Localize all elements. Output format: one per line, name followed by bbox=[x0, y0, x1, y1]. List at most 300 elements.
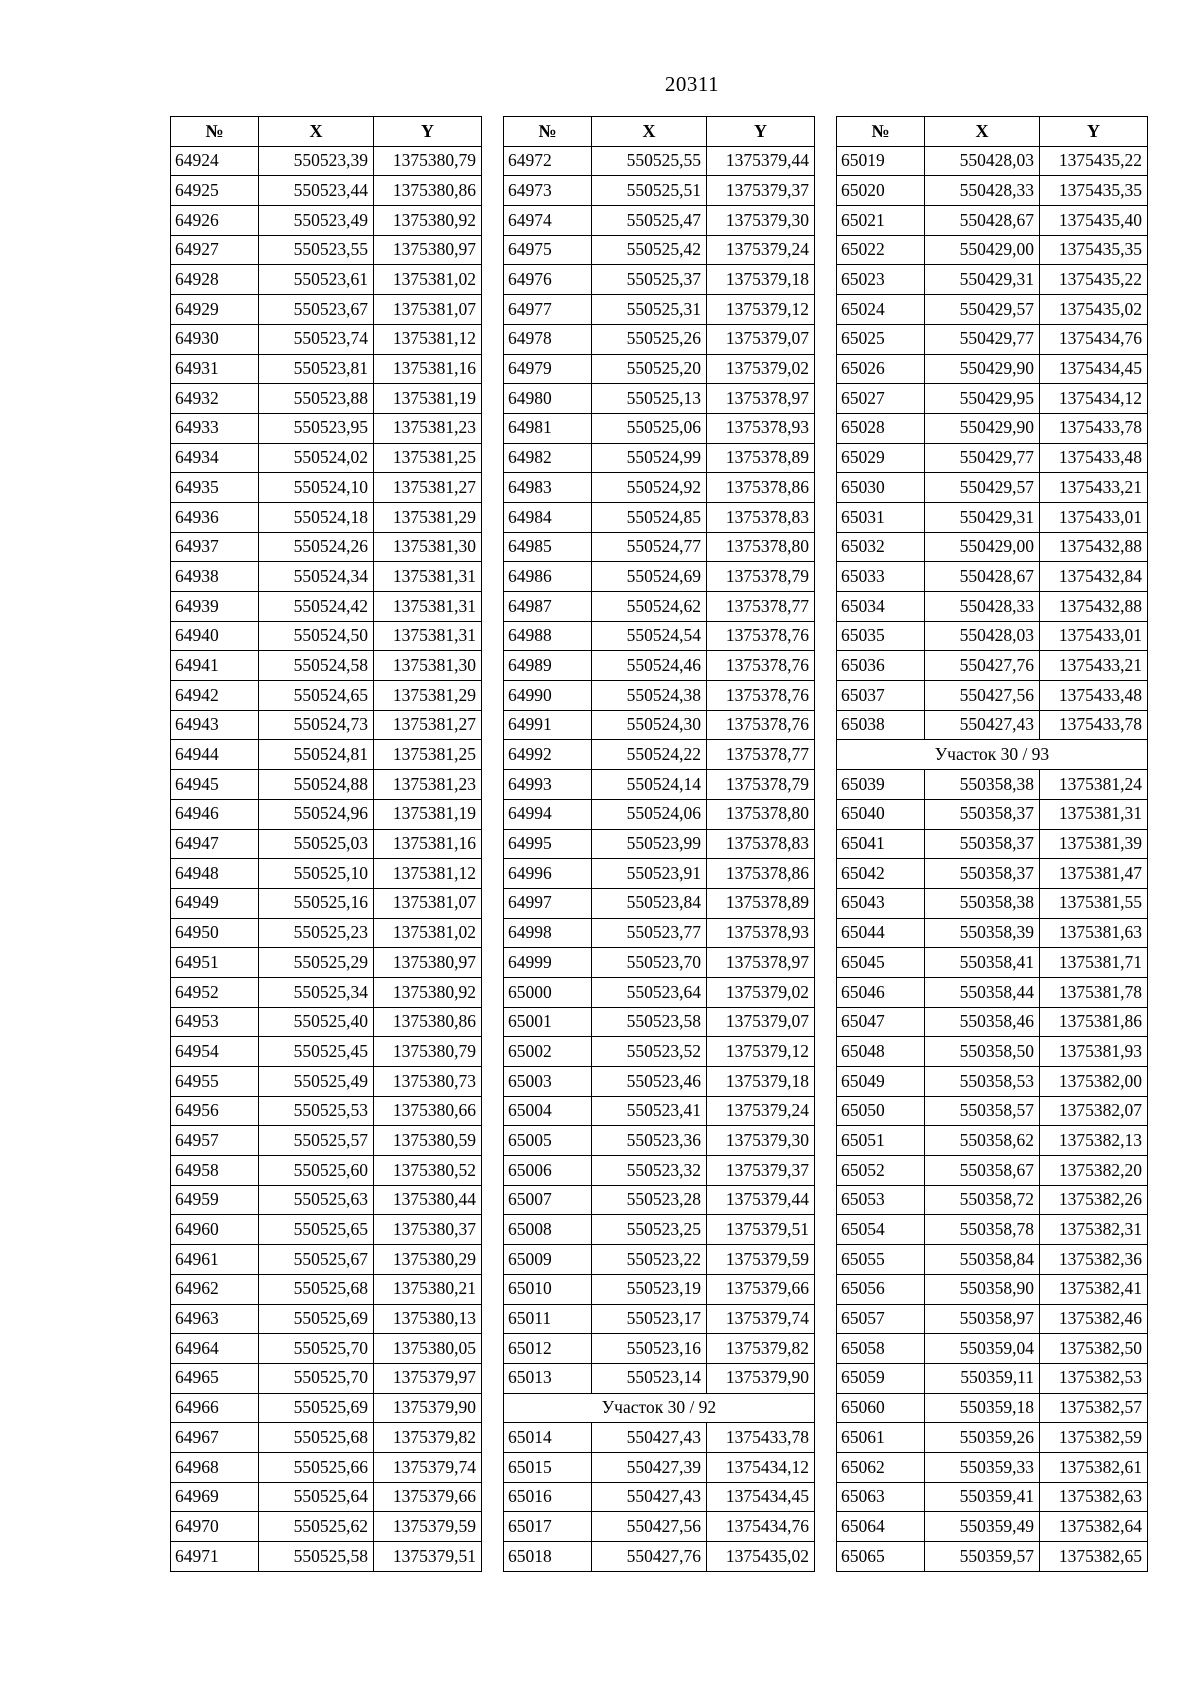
point-number-cell: 64925 bbox=[171, 176, 259, 206]
point-number-cell: 64980 bbox=[504, 384, 592, 414]
x-coordinate-cell: 550525,42 bbox=[592, 235, 707, 265]
table-row bbox=[504, 1007, 815, 1037]
table-row bbox=[171, 948, 482, 978]
x-coordinate-cell: 550524,73 bbox=[259, 710, 374, 740]
y-coordinate-cell: 1375379,44 bbox=[707, 146, 815, 176]
y-coordinate-cell: 1375379,30 bbox=[707, 1126, 815, 1156]
point-number-cell: 65037 bbox=[837, 681, 925, 711]
point-number-cell: 65065 bbox=[837, 1542, 925, 1572]
table-row bbox=[171, 206, 482, 236]
y-coordinate-cell: 1375381,23 bbox=[374, 770, 482, 800]
point-number-cell: 64931 bbox=[171, 354, 259, 384]
x-coordinate-cell: 550524,42 bbox=[259, 592, 374, 622]
point-number-cell: 64995 bbox=[504, 829, 592, 859]
y-coordinate-cell: 1375381,78 bbox=[1040, 977, 1148, 1007]
y-coordinate-cell: 1375379,59 bbox=[707, 1245, 815, 1275]
point-number-cell: 65022 bbox=[837, 235, 925, 265]
table-row bbox=[171, 1037, 482, 1067]
table-row bbox=[504, 502, 815, 532]
x-coordinate-cell: 550428,33 bbox=[925, 176, 1040, 206]
table-row bbox=[837, 1512, 1148, 1542]
x-coordinate-cell: 550524,34 bbox=[259, 562, 374, 592]
x-coordinate-cell: 550525,70 bbox=[259, 1363, 374, 1393]
x-coordinate-cell: 550524,85 bbox=[592, 502, 707, 532]
table-row bbox=[837, 948, 1148, 978]
point-number-cell: 65036 bbox=[837, 651, 925, 681]
table-row bbox=[171, 1096, 482, 1126]
table-row bbox=[171, 799, 482, 829]
y-coordinate-cell: 1375382,20 bbox=[1040, 1156, 1148, 1186]
point-number-cell: 64976 bbox=[504, 265, 592, 295]
point-number-cell: 65006 bbox=[504, 1156, 592, 1186]
x-coordinate-cell: 550524,26 bbox=[259, 532, 374, 562]
x-coordinate-cell: 550359,26 bbox=[925, 1423, 1040, 1453]
y-coordinate-cell: 1375434,76 bbox=[707, 1512, 815, 1542]
point-number-cell: 64993 bbox=[504, 770, 592, 800]
table-row bbox=[837, 532, 1148, 562]
point-number-cell: 65059 bbox=[837, 1363, 925, 1393]
coordinate-table-2 bbox=[503, 116, 815, 1572]
y-coordinate-cell: 1375381,27 bbox=[374, 473, 482, 503]
y-coordinate-cell: 1375434,76 bbox=[1040, 324, 1148, 354]
point-number-cell: 65063 bbox=[837, 1482, 925, 1512]
y-coordinate-cell: 1375381,31 bbox=[374, 562, 482, 592]
x-coordinate-cell: 550523,16 bbox=[592, 1334, 707, 1364]
y-coordinate-cell: 1375379,44 bbox=[707, 1185, 815, 1215]
y-coordinate-cell: 1375433,78 bbox=[1040, 413, 1148, 443]
y-coordinate-cell: 1375378,76 bbox=[707, 681, 815, 711]
x-coordinate-cell: 550525,45 bbox=[259, 1037, 374, 1067]
table-row bbox=[837, 1007, 1148, 1037]
table-row bbox=[171, 1215, 482, 1245]
y-coordinate-cell: 1375435,35 bbox=[1040, 235, 1148, 265]
x-coordinate-cell: 550523,36 bbox=[592, 1126, 707, 1156]
y-coordinate-cell: 1375379,59 bbox=[374, 1512, 482, 1542]
table-row bbox=[504, 829, 815, 859]
table-row bbox=[171, 1542, 482, 1572]
point-number-cell: 64952 bbox=[171, 977, 259, 1007]
x-coordinate-cell: 550525,20 bbox=[592, 354, 707, 384]
table-row bbox=[837, 710, 1148, 740]
table-row bbox=[171, 1423, 482, 1453]
x-coordinate-cell: 550523,25 bbox=[592, 1215, 707, 1245]
section-row bbox=[837, 740, 1148, 770]
table-row bbox=[837, 1334, 1148, 1364]
x-coordinate-cell: 550525,34 bbox=[259, 977, 374, 1007]
x-coordinate-cell: 550427,43 bbox=[925, 710, 1040, 740]
point-number-cell: 64934 bbox=[171, 443, 259, 473]
x-coordinate-cell: 550427,76 bbox=[925, 651, 1040, 681]
x-coordinate-cell: 550523,88 bbox=[259, 384, 374, 414]
x-coordinate-cell: 550525,49 bbox=[259, 1067, 374, 1097]
point-number-cell: 64988 bbox=[504, 621, 592, 651]
point-number-cell: 64975 bbox=[504, 235, 592, 265]
y-coordinate-cell: 1375381,25 bbox=[374, 443, 482, 473]
table-row bbox=[504, 592, 815, 622]
table-row bbox=[171, 1007, 482, 1037]
table-row bbox=[504, 888, 815, 918]
x-coordinate-cell: 550523,14 bbox=[592, 1363, 707, 1393]
x-coordinate-cell: 550427,56 bbox=[925, 681, 1040, 711]
header-x: X bbox=[925, 117, 1040, 147]
point-number-cell: 65000 bbox=[504, 977, 592, 1007]
x-coordinate-cell: 550427,43 bbox=[592, 1482, 707, 1512]
y-coordinate-cell: 1375380,92 bbox=[374, 977, 482, 1007]
table-row bbox=[837, 443, 1148, 473]
x-coordinate-cell: 550525,51 bbox=[592, 176, 707, 206]
y-coordinate-cell: 1375381,25 bbox=[374, 740, 482, 770]
x-coordinate-cell: 550525,65 bbox=[259, 1215, 374, 1245]
x-coordinate-cell: 550429,57 bbox=[925, 473, 1040, 503]
table-row bbox=[171, 1067, 482, 1097]
table-row bbox=[837, 1482, 1148, 1512]
header-number: № bbox=[504, 117, 592, 147]
y-coordinate-cell: 1375378,89 bbox=[707, 443, 815, 473]
table-row bbox=[171, 592, 482, 622]
table-row bbox=[837, 473, 1148, 503]
table-row bbox=[837, 1363, 1148, 1393]
x-coordinate-cell: 550429,77 bbox=[925, 443, 1040, 473]
point-number-cell: 65060 bbox=[837, 1393, 925, 1423]
point-number-cell: 65003 bbox=[504, 1067, 592, 1097]
table-row bbox=[504, 770, 815, 800]
point-number-cell: 64936 bbox=[171, 502, 259, 532]
y-coordinate-cell: 1375380,97 bbox=[374, 235, 482, 265]
point-number-cell: 65049 bbox=[837, 1067, 925, 1097]
table-row bbox=[504, 562, 815, 592]
y-coordinate-cell: 1375378,83 bbox=[707, 502, 815, 532]
y-coordinate-cell: 1375380,79 bbox=[374, 1037, 482, 1067]
y-coordinate-cell: 1375381,16 bbox=[374, 829, 482, 859]
x-coordinate-cell: 550359,41 bbox=[925, 1482, 1040, 1512]
point-number-cell: 65024 bbox=[837, 295, 925, 325]
x-coordinate-cell: 550427,39 bbox=[592, 1452, 707, 1482]
table-row bbox=[504, 384, 815, 414]
point-number-cell: 64941 bbox=[171, 651, 259, 681]
point-number-cell: 65035 bbox=[837, 621, 925, 651]
table-row bbox=[171, 1334, 482, 1364]
x-coordinate-cell: 550525,03 bbox=[259, 829, 374, 859]
x-coordinate-cell: 550429,00 bbox=[925, 532, 1040, 562]
table-row bbox=[171, 443, 482, 473]
table-row bbox=[504, 1304, 815, 1334]
x-coordinate-cell: 550523,91 bbox=[592, 859, 707, 889]
x-coordinate-cell: 550359,04 bbox=[925, 1334, 1040, 1364]
point-number-cell: 65010 bbox=[504, 1274, 592, 1304]
header-y: Y bbox=[707, 117, 815, 147]
point-number-cell: 64940 bbox=[171, 621, 259, 651]
point-number-cell: 65034 bbox=[837, 592, 925, 622]
point-number-cell: 64962 bbox=[171, 1274, 259, 1304]
x-coordinate-cell: 550523,32 bbox=[592, 1156, 707, 1186]
point-number-cell: 65061 bbox=[837, 1423, 925, 1453]
x-coordinate-cell: 550525,60 bbox=[259, 1156, 374, 1186]
y-coordinate-cell: 1375381,07 bbox=[374, 888, 482, 918]
y-coordinate-cell: 1375433,21 bbox=[1040, 473, 1148, 503]
x-coordinate-cell: 550358,90 bbox=[925, 1274, 1040, 1304]
point-number-cell: 64935 bbox=[171, 473, 259, 503]
x-coordinate-cell: 550429,31 bbox=[925, 265, 1040, 295]
y-coordinate-cell: 1375433,78 bbox=[1040, 710, 1148, 740]
point-number-cell: 64971 bbox=[171, 1542, 259, 1572]
point-number-cell: 64924 bbox=[171, 146, 259, 176]
point-number-cell: 65004 bbox=[504, 1096, 592, 1126]
x-coordinate-cell: 550358,67 bbox=[925, 1156, 1040, 1186]
x-coordinate-cell: 550525,69 bbox=[259, 1304, 374, 1334]
y-coordinate-cell: 1375382,63 bbox=[1040, 1482, 1148, 1512]
x-coordinate-cell: 550524,77 bbox=[592, 532, 707, 562]
table-row bbox=[837, 1245, 1148, 1275]
y-coordinate-cell: 1375432,88 bbox=[1040, 592, 1148, 622]
table-row bbox=[504, 1185, 815, 1215]
table-row bbox=[837, 621, 1148, 651]
x-coordinate-cell: 550524,14 bbox=[592, 770, 707, 800]
table-row bbox=[171, 1304, 482, 1334]
point-number-cell: 65023 bbox=[837, 265, 925, 295]
table-row bbox=[837, 1126, 1148, 1156]
point-number-cell: 64960 bbox=[171, 1215, 259, 1245]
table-row bbox=[171, 918, 482, 948]
y-coordinate-cell: 1375380,21 bbox=[374, 1274, 482, 1304]
table-row bbox=[837, 1156, 1148, 1186]
x-coordinate-cell: 550523,39 bbox=[259, 146, 374, 176]
table-row bbox=[504, 651, 815, 681]
y-coordinate-cell: 1375381,71 bbox=[1040, 948, 1148, 978]
table-row bbox=[171, 829, 482, 859]
table-row bbox=[504, 1482, 815, 1512]
y-coordinate-cell: 1375378,86 bbox=[707, 859, 815, 889]
y-coordinate-cell: 1375379,82 bbox=[374, 1423, 482, 1453]
table-row bbox=[171, 710, 482, 740]
point-number-cell: 64994 bbox=[504, 799, 592, 829]
table-row bbox=[837, 1393, 1148, 1423]
table-row bbox=[171, 1126, 482, 1156]
point-number-cell: 65051 bbox=[837, 1126, 925, 1156]
x-coordinate-cell: 550358,38 bbox=[925, 888, 1040, 918]
point-number-cell: 64972 bbox=[504, 146, 592, 176]
point-number-cell: 64927 bbox=[171, 235, 259, 265]
point-number-cell: 64928 bbox=[171, 265, 259, 295]
table-row bbox=[504, 1215, 815, 1245]
table-row bbox=[837, 176, 1148, 206]
table-row bbox=[504, 1363, 815, 1393]
point-number-cell: 64949 bbox=[171, 888, 259, 918]
point-number-cell: 65039 bbox=[837, 770, 925, 800]
point-number-cell: 64981 bbox=[504, 413, 592, 443]
y-coordinate-cell: 1375381,29 bbox=[374, 681, 482, 711]
table-row bbox=[837, 206, 1148, 236]
table-row bbox=[504, 1037, 815, 1067]
y-coordinate-cell: 1375378,79 bbox=[707, 562, 815, 592]
table-row bbox=[837, 651, 1148, 681]
x-coordinate-cell: 550524,62 bbox=[592, 592, 707, 622]
table-row bbox=[171, 740, 482, 770]
y-coordinate-cell: 1375435,22 bbox=[1040, 265, 1148, 295]
y-coordinate-cell: 1375382,41 bbox=[1040, 1274, 1148, 1304]
y-coordinate-cell: 1375380,86 bbox=[374, 1007, 482, 1037]
y-coordinate-cell: 1375379,66 bbox=[707, 1274, 815, 1304]
point-number-cell: 65005 bbox=[504, 1126, 592, 1156]
coordinate-table-1 bbox=[170, 116, 482, 1572]
y-coordinate-cell: 1375433,48 bbox=[1040, 443, 1148, 473]
x-coordinate-cell: 550525,31 bbox=[592, 295, 707, 325]
point-number-cell: 64953 bbox=[171, 1007, 259, 1037]
x-coordinate-cell: 550525,06 bbox=[592, 413, 707, 443]
x-coordinate-cell: 550525,68 bbox=[259, 1274, 374, 1304]
point-number-cell: 65027 bbox=[837, 384, 925, 414]
header-number: № bbox=[837, 117, 925, 147]
table-row bbox=[504, 948, 815, 978]
point-number-cell: 64942 bbox=[171, 681, 259, 711]
x-coordinate-cell: 550523,44 bbox=[259, 176, 374, 206]
table-row bbox=[504, 1542, 815, 1572]
point-number-cell: 64986 bbox=[504, 562, 592, 592]
point-number-cell: 65016 bbox=[504, 1482, 592, 1512]
x-coordinate-cell: 550525,57 bbox=[259, 1126, 374, 1156]
point-number-cell: 65045 bbox=[837, 948, 925, 978]
x-coordinate-cell: 550523,81 bbox=[259, 354, 374, 384]
table-row bbox=[837, 859, 1148, 889]
y-coordinate-cell: 1375378,97 bbox=[707, 948, 815, 978]
x-coordinate-cell: 550358,84 bbox=[925, 1245, 1040, 1275]
y-coordinate-cell: 1375379,12 bbox=[707, 1037, 815, 1067]
table-row bbox=[837, 681, 1148, 711]
y-coordinate-cell: 1375380,97 bbox=[374, 948, 482, 978]
x-coordinate-cell: 550523,74 bbox=[259, 324, 374, 354]
point-number-cell: 64930 bbox=[171, 324, 259, 354]
point-number-cell: 64984 bbox=[504, 502, 592, 532]
point-number-cell: 64982 bbox=[504, 443, 592, 473]
y-coordinate-cell: 1375381,31 bbox=[1040, 799, 1148, 829]
x-coordinate-cell: 550427,43 bbox=[592, 1423, 707, 1453]
x-coordinate-cell: 550429,77 bbox=[925, 324, 1040, 354]
x-coordinate-cell: 550428,67 bbox=[925, 206, 1040, 236]
point-number-cell: 64943 bbox=[171, 710, 259, 740]
point-number-cell: 65031 bbox=[837, 502, 925, 532]
x-coordinate-cell: 550525,62 bbox=[259, 1512, 374, 1542]
table-row bbox=[504, 710, 815, 740]
point-number-cell: 65041 bbox=[837, 829, 925, 859]
y-coordinate-cell: 1375379,24 bbox=[707, 1096, 815, 1126]
table-header-row bbox=[504, 117, 815, 147]
table-row bbox=[837, 1185, 1148, 1215]
point-number-cell: 64983 bbox=[504, 473, 592, 503]
point-number-cell: 65009 bbox=[504, 1245, 592, 1275]
x-coordinate-cell: 550523,67 bbox=[259, 295, 374, 325]
y-coordinate-cell: 1375378,97 bbox=[707, 384, 815, 414]
x-coordinate-cell: 550358,37 bbox=[925, 829, 1040, 859]
y-coordinate-cell: 1375379,07 bbox=[707, 324, 815, 354]
table-row bbox=[171, 354, 482, 384]
x-coordinate-cell: 550523,22 bbox=[592, 1245, 707, 1275]
point-number-cell: 64998 bbox=[504, 918, 592, 948]
y-coordinate-cell: 1375380,44 bbox=[374, 1185, 482, 1215]
x-coordinate-cell: 550525,53 bbox=[259, 1096, 374, 1126]
table-row bbox=[837, 1304, 1148, 1334]
x-coordinate-cell: 550524,46 bbox=[592, 651, 707, 681]
point-number-cell: 64937 bbox=[171, 532, 259, 562]
x-coordinate-cell: 550359,49 bbox=[925, 1512, 1040, 1542]
point-number-cell: 65008 bbox=[504, 1215, 592, 1245]
y-coordinate-cell: 1375378,93 bbox=[707, 413, 815, 443]
y-coordinate-cell: 1375378,80 bbox=[707, 799, 815, 829]
y-coordinate-cell: 1375380,37 bbox=[374, 1215, 482, 1245]
point-number-cell: 65001 bbox=[504, 1007, 592, 1037]
point-number-cell: 65053 bbox=[837, 1185, 925, 1215]
y-coordinate-cell: 1375381,29 bbox=[374, 502, 482, 532]
point-number-cell: 64966 bbox=[171, 1393, 259, 1423]
x-coordinate-cell: 550358,78 bbox=[925, 1215, 1040, 1245]
table-row bbox=[171, 502, 482, 532]
y-coordinate-cell: 1375379,51 bbox=[374, 1542, 482, 1572]
y-coordinate-cell: 1375380,59 bbox=[374, 1126, 482, 1156]
x-coordinate-cell: 550428,67 bbox=[925, 562, 1040, 592]
point-number-cell: 65056 bbox=[837, 1274, 925, 1304]
y-coordinate-cell: 1375381,02 bbox=[374, 918, 482, 948]
y-coordinate-cell: 1375378,86 bbox=[707, 473, 815, 503]
x-coordinate-cell: 550359,18 bbox=[925, 1393, 1040, 1423]
header-x: X bbox=[592, 117, 707, 147]
table-row bbox=[504, 206, 815, 236]
x-coordinate-cell: 550525,13 bbox=[592, 384, 707, 414]
x-coordinate-cell: 550525,29 bbox=[259, 948, 374, 978]
table-row bbox=[504, 740, 815, 770]
table-row bbox=[171, 859, 482, 889]
table-row bbox=[504, 295, 815, 325]
table-row bbox=[504, 1452, 815, 1482]
y-coordinate-cell: 1375381,86 bbox=[1040, 1007, 1148, 1037]
table-row bbox=[837, 888, 1148, 918]
x-coordinate-cell: 550525,16 bbox=[259, 888, 374, 918]
x-coordinate-cell: 550524,81 bbox=[259, 740, 374, 770]
x-coordinate-cell: 550358,37 bbox=[925, 799, 1040, 829]
y-coordinate-cell: 1375380,13 bbox=[374, 1304, 482, 1334]
x-coordinate-cell: 550358,97 bbox=[925, 1304, 1040, 1334]
y-coordinate-cell: 1375381,63 bbox=[1040, 918, 1148, 948]
y-coordinate-cell: 1375382,50 bbox=[1040, 1334, 1148, 1364]
y-coordinate-cell: 1375381,12 bbox=[374, 324, 482, 354]
x-coordinate-cell: 550523,46 bbox=[592, 1067, 707, 1097]
x-coordinate-cell: 550358,62 bbox=[925, 1126, 1040, 1156]
y-coordinate-cell: 1375433,01 bbox=[1040, 502, 1148, 532]
y-coordinate-cell: 1375379,51 bbox=[707, 1215, 815, 1245]
y-coordinate-cell: 1375378,80 bbox=[707, 532, 815, 562]
y-coordinate-cell: 1375379,18 bbox=[707, 1067, 815, 1097]
y-coordinate-cell: 1375379,18 bbox=[707, 265, 815, 295]
table-row bbox=[837, 265, 1148, 295]
table-row bbox=[171, 1185, 482, 1215]
point-number-cell: 64989 bbox=[504, 651, 592, 681]
header-y: Y bbox=[374, 117, 482, 147]
y-coordinate-cell: 1375379,07 bbox=[707, 1007, 815, 1037]
point-number-cell: 64963 bbox=[171, 1304, 259, 1334]
x-coordinate-cell: 550429,90 bbox=[925, 354, 1040, 384]
x-coordinate-cell: 550524,88 bbox=[259, 770, 374, 800]
x-coordinate-cell: 550523,61 bbox=[259, 265, 374, 295]
point-number-cell: 65012 bbox=[504, 1334, 592, 1364]
x-coordinate-cell: 550524,06 bbox=[592, 799, 707, 829]
y-coordinate-cell: 1375382,31 bbox=[1040, 1215, 1148, 1245]
y-coordinate-cell: 1375380,73 bbox=[374, 1067, 482, 1097]
table-row bbox=[171, 176, 482, 206]
point-number-cell: 65047 bbox=[837, 1007, 925, 1037]
table-row bbox=[171, 295, 482, 325]
y-coordinate-cell: 1375381,31 bbox=[374, 592, 482, 622]
point-number-cell: 64992 bbox=[504, 740, 592, 770]
x-coordinate-cell: 550359,33 bbox=[925, 1452, 1040, 1482]
y-coordinate-cell: 1375382,26 bbox=[1040, 1185, 1148, 1215]
x-coordinate-cell: 550358,57 bbox=[925, 1096, 1040, 1126]
